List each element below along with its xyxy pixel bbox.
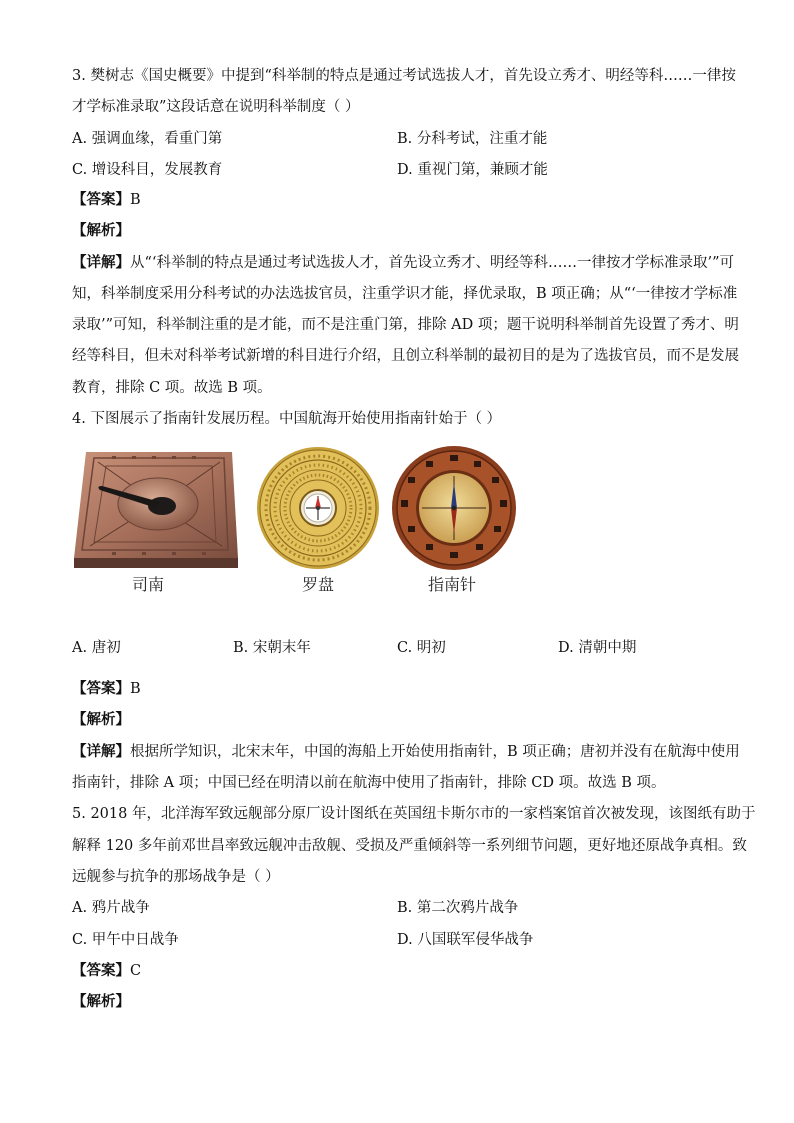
luopan-image bbox=[249, 446, 387, 570]
q5-option-d: D. 八国联军侵华战争 bbox=[397, 932, 534, 948]
caption-compass: 指南针 bbox=[428, 575, 477, 594]
q3-detail-line-5: 教育，排除 C 项。故选 B 项。 bbox=[72, 380, 272, 396]
answer-tag: 【答案】 bbox=[72, 191, 130, 208]
q5-stem-line-2: 解释 120 多年前邓世昌率致远舰冲击敌舰、受损及严重倾斜等一系列细节问题，更好地还原战争真相。致 bbox=[72, 838, 747, 854]
answer-tag: 【答案】 bbox=[72, 962, 130, 979]
detail-text: 根据所学知识，北宋末年，中国的海船上开始使用指南针，B 项正确；唐初并没有在航海中使用 bbox=[130, 744, 740, 760]
q3-stem-line-2: 才学标准录取”这段话意在说明科举制度（ ） bbox=[72, 99, 360, 115]
sinan-image bbox=[72, 446, 240, 570]
q3-option-d: D. 重视门第，兼顾才能 bbox=[397, 162, 548, 178]
answer-tag: 【答案】 bbox=[72, 680, 130, 697]
q4-detail-line-2: 指南针，排除 A 项；中国已经在明清以前在航海中使用了指南针，排除 CD 项。故选 B 项。 bbox=[72, 775, 666, 791]
detail-text: 从“‘科举制的特点是通过考试选拔人才，首先设立秀才、明经等科……一律按才学标准录取’”可 bbox=[130, 255, 735, 271]
q3-detail-line-3: 录取’”可知，科举制注重的是才能，而不是注重门第，排除 AD 项；题干说明科举制首先设置了秀才、明 bbox=[72, 317, 739, 333]
q3-detail-line-2: 知，科举制度采用分科考试的办法选拔官员，注重学识才能，择优录取，B 项正确；从“‘一律按才学标准 bbox=[72, 286, 738, 302]
answer-value: B bbox=[130, 192, 141, 208]
q3-detail-line-4: 经等科目，但未对科举考试新增的科目进行介绍，且创立科举制的最初目的是为了选拔官员，而不是发展 bbox=[72, 348, 739, 364]
q3-stem-line-1: 3. 樊树志《国史概要》中提到“科举制的特点是通过考试选拔人才，首先设立秀才、明经等科……一律按 bbox=[72, 68, 736, 84]
q4-stem: 4. 下图展示了指南针发展历程。中国航海开始使用指南针始于（ ） bbox=[72, 411, 502, 427]
q3-option-b: B. 分科考试，注重才能 bbox=[397, 131, 548, 147]
q4-option-b: B. 宋朝末年 bbox=[233, 640, 311, 656]
compass-image bbox=[390, 446, 518, 570]
caption-luopan: 罗盘 bbox=[302, 575, 335, 594]
q5-analysis-tag: 【解析】 bbox=[72, 993, 130, 1010]
q4-analysis-tag: 【解析】 bbox=[72, 711, 130, 728]
caption-sinan: 司南 bbox=[132, 575, 165, 594]
q4-option-d: D. 清朝中期 bbox=[558, 640, 637, 656]
q5-stem-line-1: 5. 2018 年，北洋海军致远舰部分原厂设计图纸在英国纽卡斯尔市的一家档案馆首次被发现，该图纸有助于 bbox=[72, 806, 756, 822]
q5-option-c: C. 甲午中日战争 bbox=[72, 932, 179, 948]
answer-value: B bbox=[130, 681, 141, 697]
q5-stem-line-3: 远舰参与抗争的那场战争是（ ） bbox=[72, 869, 280, 885]
q3-answer bbox=[72, 190, 141, 210]
q4-answer bbox=[72, 679, 141, 699]
q5-option-a: A. 鸦片战争 bbox=[72, 900, 150, 916]
q4-detail-line-1 bbox=[72, 742, 740, 762]
q3-analysis-tag: 【解析】 bbox=[72, 222, 130, 239]
answer-value: C bbox=[130, 963, 142, 979]
q5-answer bbox=[72, 961, 141, 981]
q4-option-a: A. 唐初 bbox=[72, 640, 121, 656]
q5-option-b: B. 第二次鸦片战争 bbox=[397, 900, 519, 916]
q3-option-a: A. 强调血缘，看重门第 bbox=[72, 131, 223, 147]
q3-option-c: C. 增设科目，发展教育 bbox=[72, 162, 223, 178]
q3-detail-line-1 bbox=[72, 253, 734, 273]
detail-tag: 【详解】 bbox=[72, 254, 130, 271]
q4-option-c: C. 明初 bbox=[397, 640, 446, 656]
detail-tag: 【详解】 bbox=[72, 743, 130, 760]
